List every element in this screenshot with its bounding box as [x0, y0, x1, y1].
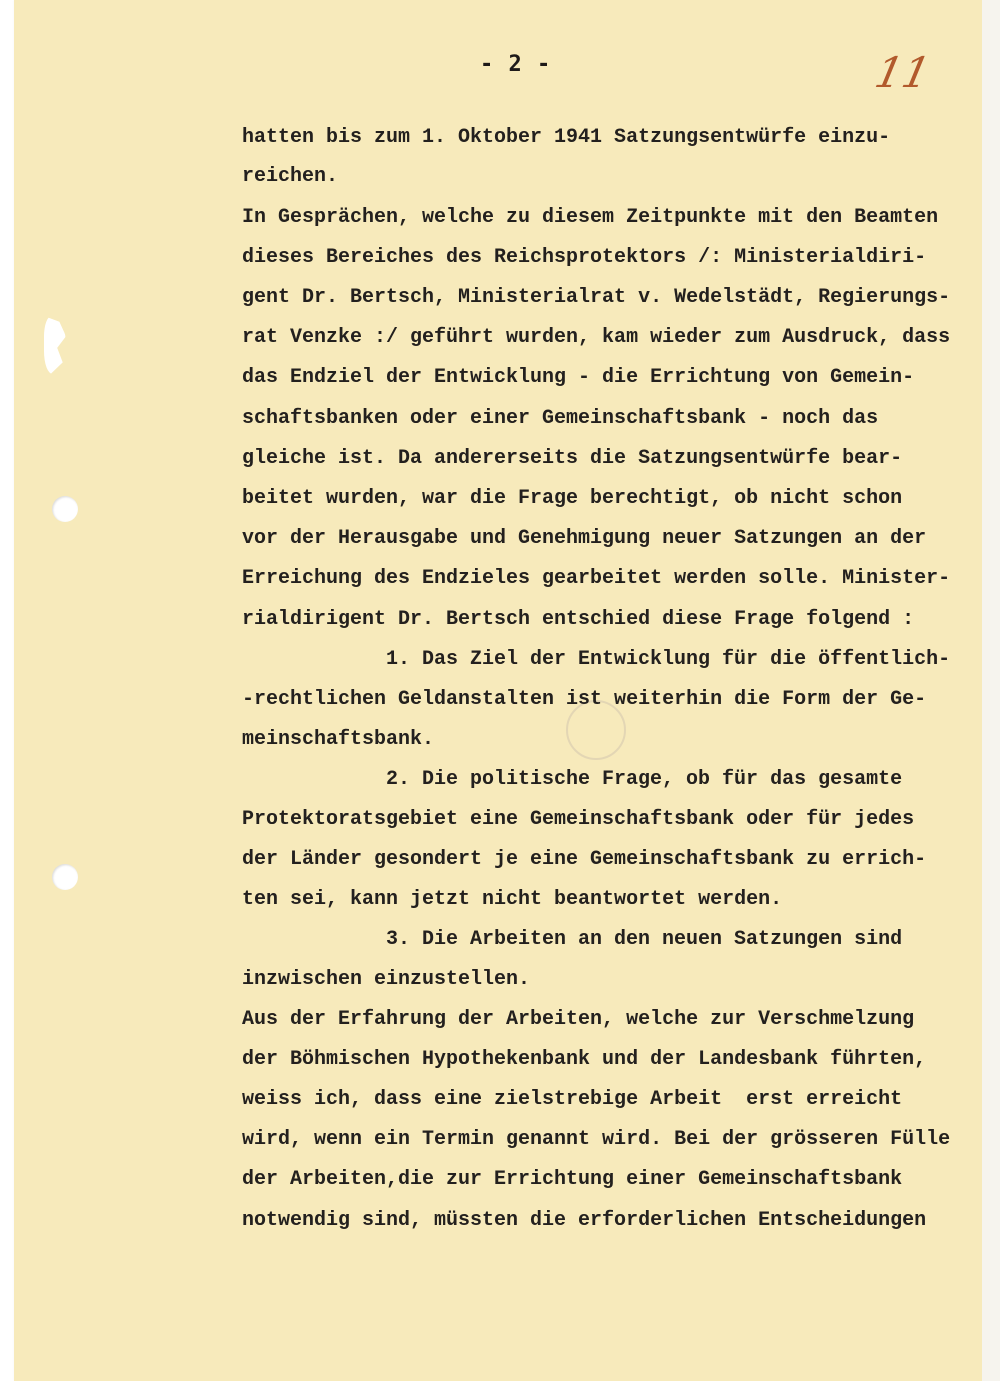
text-line: dieses Bereiches des Reichsprotektors /: Ministerialdiri- [242, 246, 927, 269]
text-line: vor der Herausgabe und Genehmigung neuer Satzungen an der [242, 527, 927, 550]
text-line: In Gesprächen, welche zu diesem Zeitpunkte mit den Beamten [242, 206, 939, 229]
text-line: wird, wenn ein Termin genannt wird. Bei der grösseren Fülle [242, 1128, 951, 1151]
punch-hole-upper [52, 496, 78, 522]
text-line: rialdirigent Dr. Bertsch entschied diese Frage folgend : [242, 608, 915, 631]
text-line: rat Venzke :/ geführt wurden, kam wieder zum Ausdruck, dass [242, 326, 951, 349]
text-line: gleiche ist. Da andererseits die Satzungsentwürfe bear- [242, 447, 903, 470]
text-line: ten sei, kann jetzt nicht beantwortet werden. [242, 888, 783, 911]
text-line: gent Dr. Bertsch, Ministerialrat v. Wedelstädt, Regierungs- [242, 286, 951, 309]
list-item-1: 1. Das Ziel der Entwicklung für die öffentlich- [386, 648, 951, 671]
text-line: reichen. [242, 165, 339, 188]
text-line: Erreichung des Endzieles gearbeitet werden solle. Minister- [242, 567, 951, 590]
text-line: hatten bis zum 1. Oktober 1941 Satzungsentwürfe einzu- [242, 126, 891, 149]
list-item-3: 3. Die Arbeiten an den neuen Satzungen sind [386, 928, 903, 951]
text-line: -rechtlichen Geldanstalten ist weiterhin die Form der Ge- [242, 688, 927, 711]
text-line: notwendig sind, müssten die erforderlichen Entscheidungen [242, 1209, 927, 1232]
text-line: schaftsbanken oder einer Gemeinschaftsbank - noch das [242, 407, 879, 430]
text-line: der Länder gesondert je eine Gemeinschaftsbank zu errich- [242, 848, 927, 871]
text-line: der Böhmischen Hypothekenbank und der Landesbank führten, [242, 1048, 927, 1071]
text-line: Protektoratsgebiet eine Gemeinschaftsbank oder für jedes [242, 808, 915, 831]
text-line: das Endziel der Entwicklung - die Errichtung von Gemein- [242, 366, 915, 389]
text-line: beitet wurden, war die Frage berechtigt, ob nicht schon [242, 487, 903, 510]
text-line: meinschaftsbank. [242, 728, 435, 751]
text-line: inzwischen einzustellen. [242, 968, 531, 991]
text-line: der Arbeiten,die zur Errichtung einer Gemeinschaftsbank [242, 1168, 903, 1191]
torn-edge [44, 316, 66, 374]
punch-hole-lower [52, 864, 78, 890]
list-item-2: 2. Die politische Frage, ob für das gesamte [386, 768, 903, 791]
text-line: weiss ich, dass eine zielstrebige Arbeit erst erreicht [242, 1088, 903, 1111]
page-number: - 2 - [480, 52, 552, 77]
page-edge-background [982, 0, 1000, 1381]
text-line: Aus der Erfahrung der Arbeiten, welche zur Verschmelzung [242, 1008, 915, 1031]
folio-number: 11 [870, 48, 935, 97]
